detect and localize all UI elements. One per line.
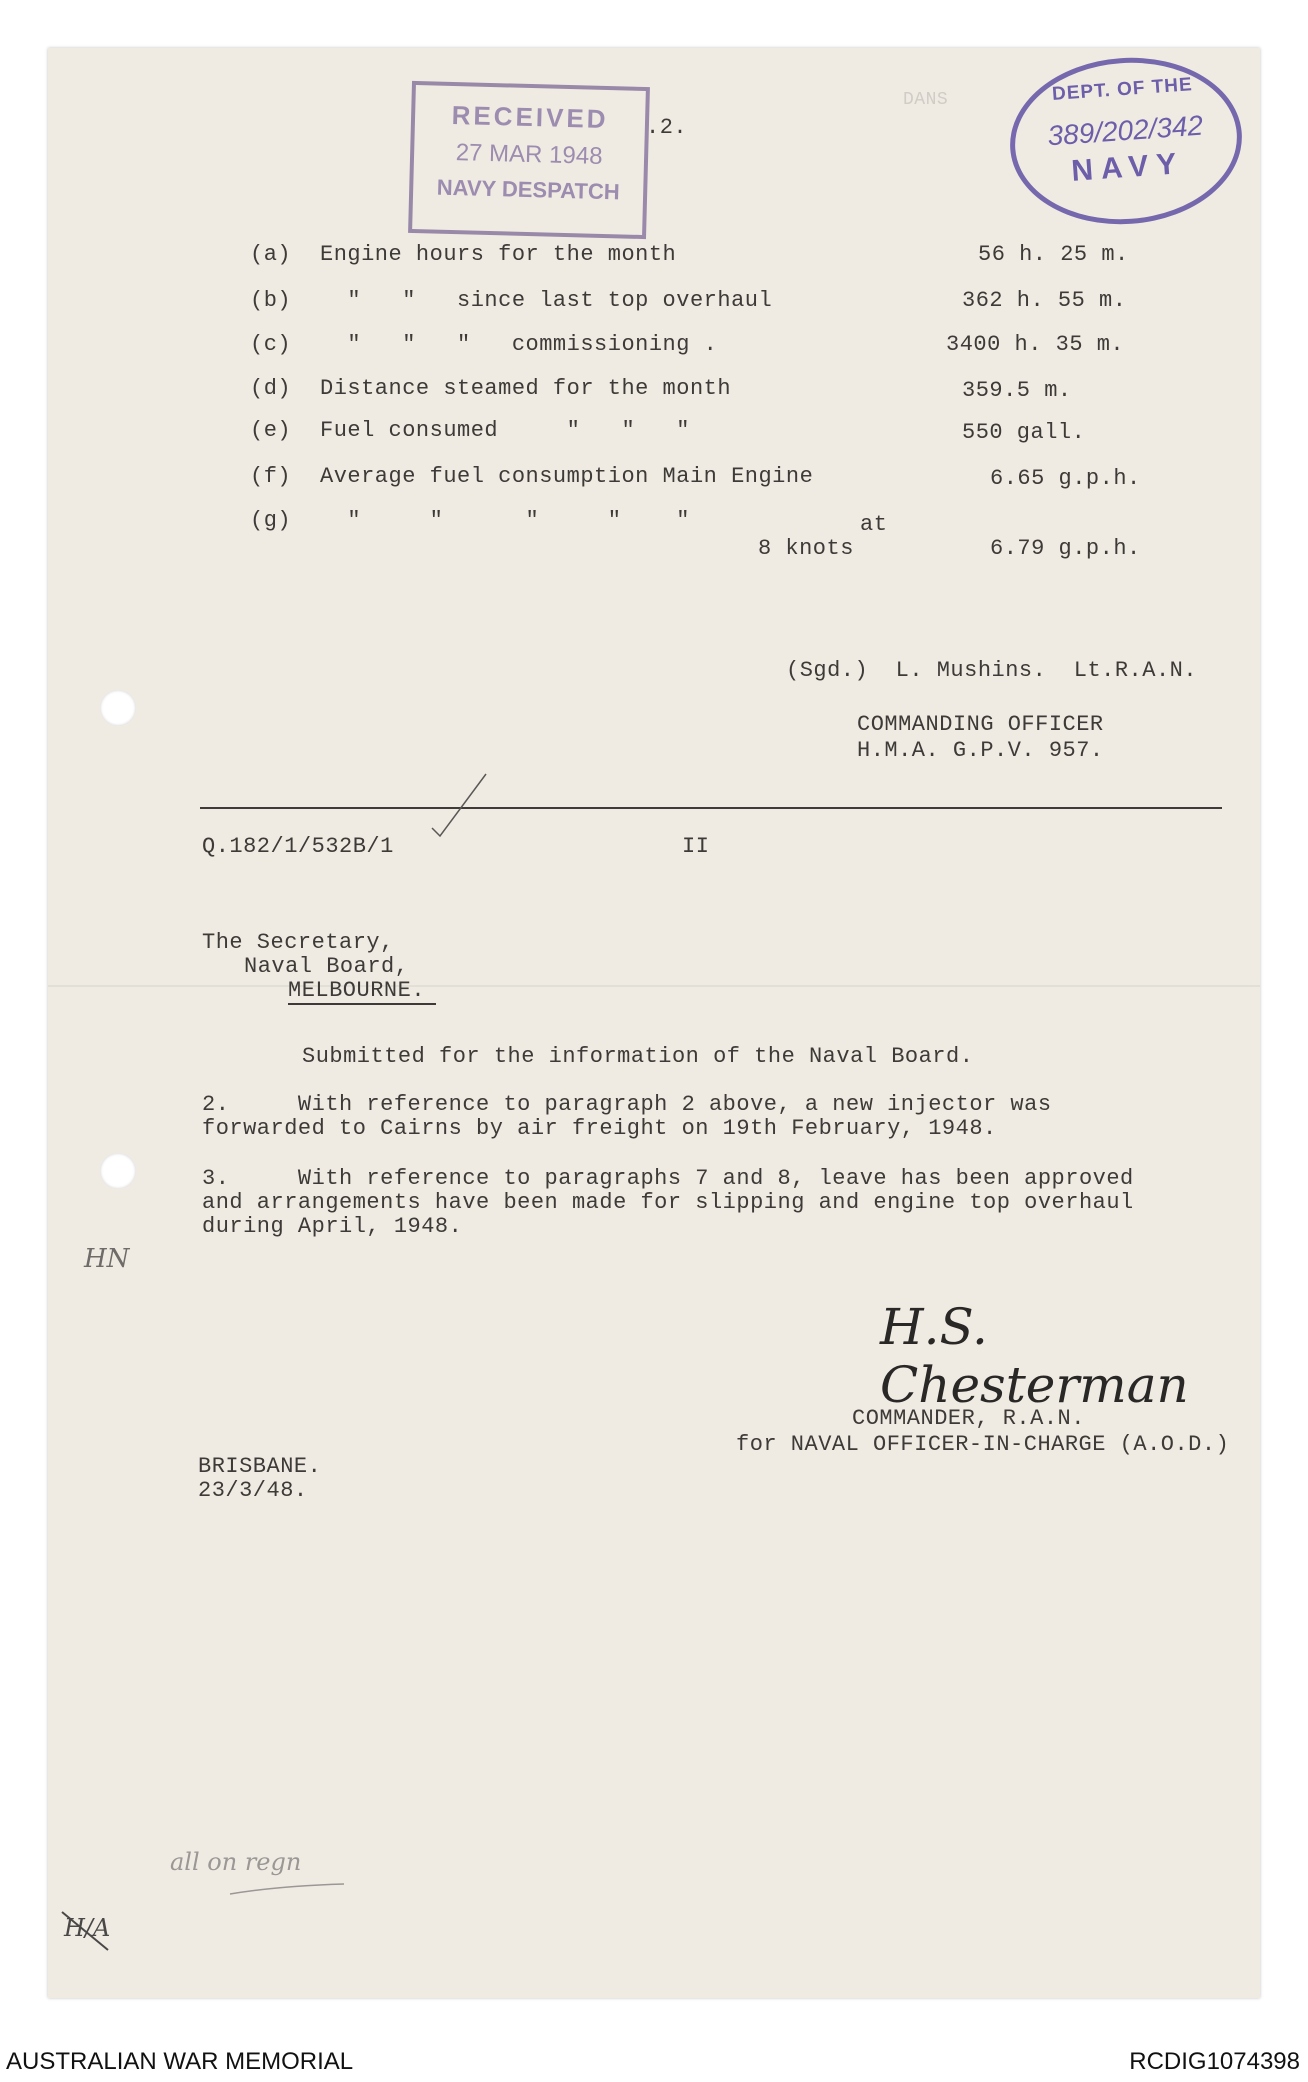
item-value: 550 gall. xyxy=(962,420,1086,445)
pencil-underline xyxy=(228,1880,348,1900)
pencil-note: all on regn xyxy=(170,1848,302,1876)
addressee-line: The Secretary, xyxy=(202,930,394,955)
file-mark: H/A xyxy=(64,1914,111,1942)
file-mark-strike xyxy=(58,1906,118,1956)
commander-capacity: for NAVAL OFFICER-IN-CHARGE (A.O.D.) xyxy=(736,1432,1230,1457)
received-stamp-date: 27 MAR 1948 xyxy=(455,139,603,170)
paragraph-3: during April, 1948. xyxy=(202,1214,463,1239)
section-divider xyxy=(200,807,1222,809)
item-value: 359.5 m. xyxy=(962,378,1072,403)
item-description-continued: 8 knots xyxy=(758,536,854,561)
handwritten-signature: H.S. Chesterman xyxy=(880,1298,1189,1414)
item-label: (d) xyxy=(250,376,292,401)
place: BRISBANE. xyxy=(198,1454,322,1479)
item-description-tail: at xyxy=(860,512,888,537)
item-label: (a) xyxy=(250,242,292,267)
footer-reference: RCDIG1074398 xyxy=(1129,2048,1300,2075)
paragraph-3: 3. With reference to paragraphs 7 and 8, leave has been approved xyxy=(202,1166,1134,1191)
item-value: 6.65 g.p.h. xyxy=(990,466,1141,491)
item-description: Engine hours for the month xyxy=(320,242,677,267)
addressee-city: MELBOURNE. xyxy=(288,978,426,1003)
item-description: " " " " " xyxy=(320,508,690,533)
tick-mark xyxy=(430,770,490,840)
margin-initials: HN xyxy=(84,1244,130,1274)
page-number: .2. xyxy=(646,115,688,140)
item-label: (g) xyxy=(250,508,292,533)
received-stamp-title: RECEIVED xyxy=(451,99,609,135)
navy-stamp-title: DEPT. OF THE xyxy=(1051,74,1194,106)
navy-stamp-navy: NAVY xyxy=(1070,147,1186,188)
paragraph-3: and arrangements have been made for slipping and engine top overhaul xyxy=(202,1190,1134,1215)
item-description: Average fuel consumption Main Engine xyxy=(320,464,814,489)
city-underline xyxy=(288,1003,436,1005)
item-label: (b) xyxy=(250,288,292,313)
section-number: II xyxy=(682,834,710,859)
faint-note: DANS xyxy=(903,90,949,110)
navy-stamp-file-number: 389/202/342 xyxy=(1046,109,1205,152)
commander-title: COMMANDER, R.A.N. xyxy=(852,1406,1085,1431)
item-value: 6.79 g.p.h. xyxy=(990,536,1141,561)
paragraph-2: 2. With reference to paragraph 2 above, a new injector was xyxy=(202,1092,1052,1117)
item-value: 56 h. 25 m. xyxy=(978,242,1129,267)
punch-hole xyxy=(100,690,136,726)
received-stamp xyxy=(408,81,650,239)
footer-institution: AUSTRALIAN WAR MEMORIAL xyxy=(6,2048,354,2075)
item-description: Fuel consumed " " " xyxy=(320,418,690,443)
item-description: " " " commissioning . xyxy=(320,332,718,357)
signed-line: (Sgd.) L. Mushins. Lt.R.A.N. xyxy=(786,658,1198,683)
item-value: 362 h. 55 m. xyxy=(962,288,1127,313)
paper-fold xyxy=(48,985,1260,987)
signatory-vessel: H.M.A. G.P.V. 957. xyxy=(857,738,1104,763)
signatory-title: COMMANDING OFFICER xyxy=(857,712,1104,737)
item-description: Distance steamed for the month xyxy=(320,376,732,401)
item-description: " " since last top overhaul xyxy=(320,288,773,313)
addressee-line: Naval Board, xyxy=(244,954,409,979)
reference-number: Q.182/1/532B/1 xyxy=(202,834,394,859)
item-label: (f) xyxy=(250,464,292,489)
punch-hole xyxy=(100,1153,136,1189)
item-label: (c) xyxy=(250,332,292,357)
received-stamp-office: NAVY DESPATCH xyxy=(436,174,620,205)
item-label: (e) xyxy=(250,418,292,443)
paragraph-1: Submitted for the information of the Naval Board. xyxy=(302,1044,974,1069)
date: 23/3/48. xyxy=(198,1478,308,1503)
paragraph-2: forwarded to Cairns by air freight on 19th February, 1948. xyxy=(202,1116,997,1141)
item-value: 3400 h. 35 m. xyxy=(946,332,1125,357)
